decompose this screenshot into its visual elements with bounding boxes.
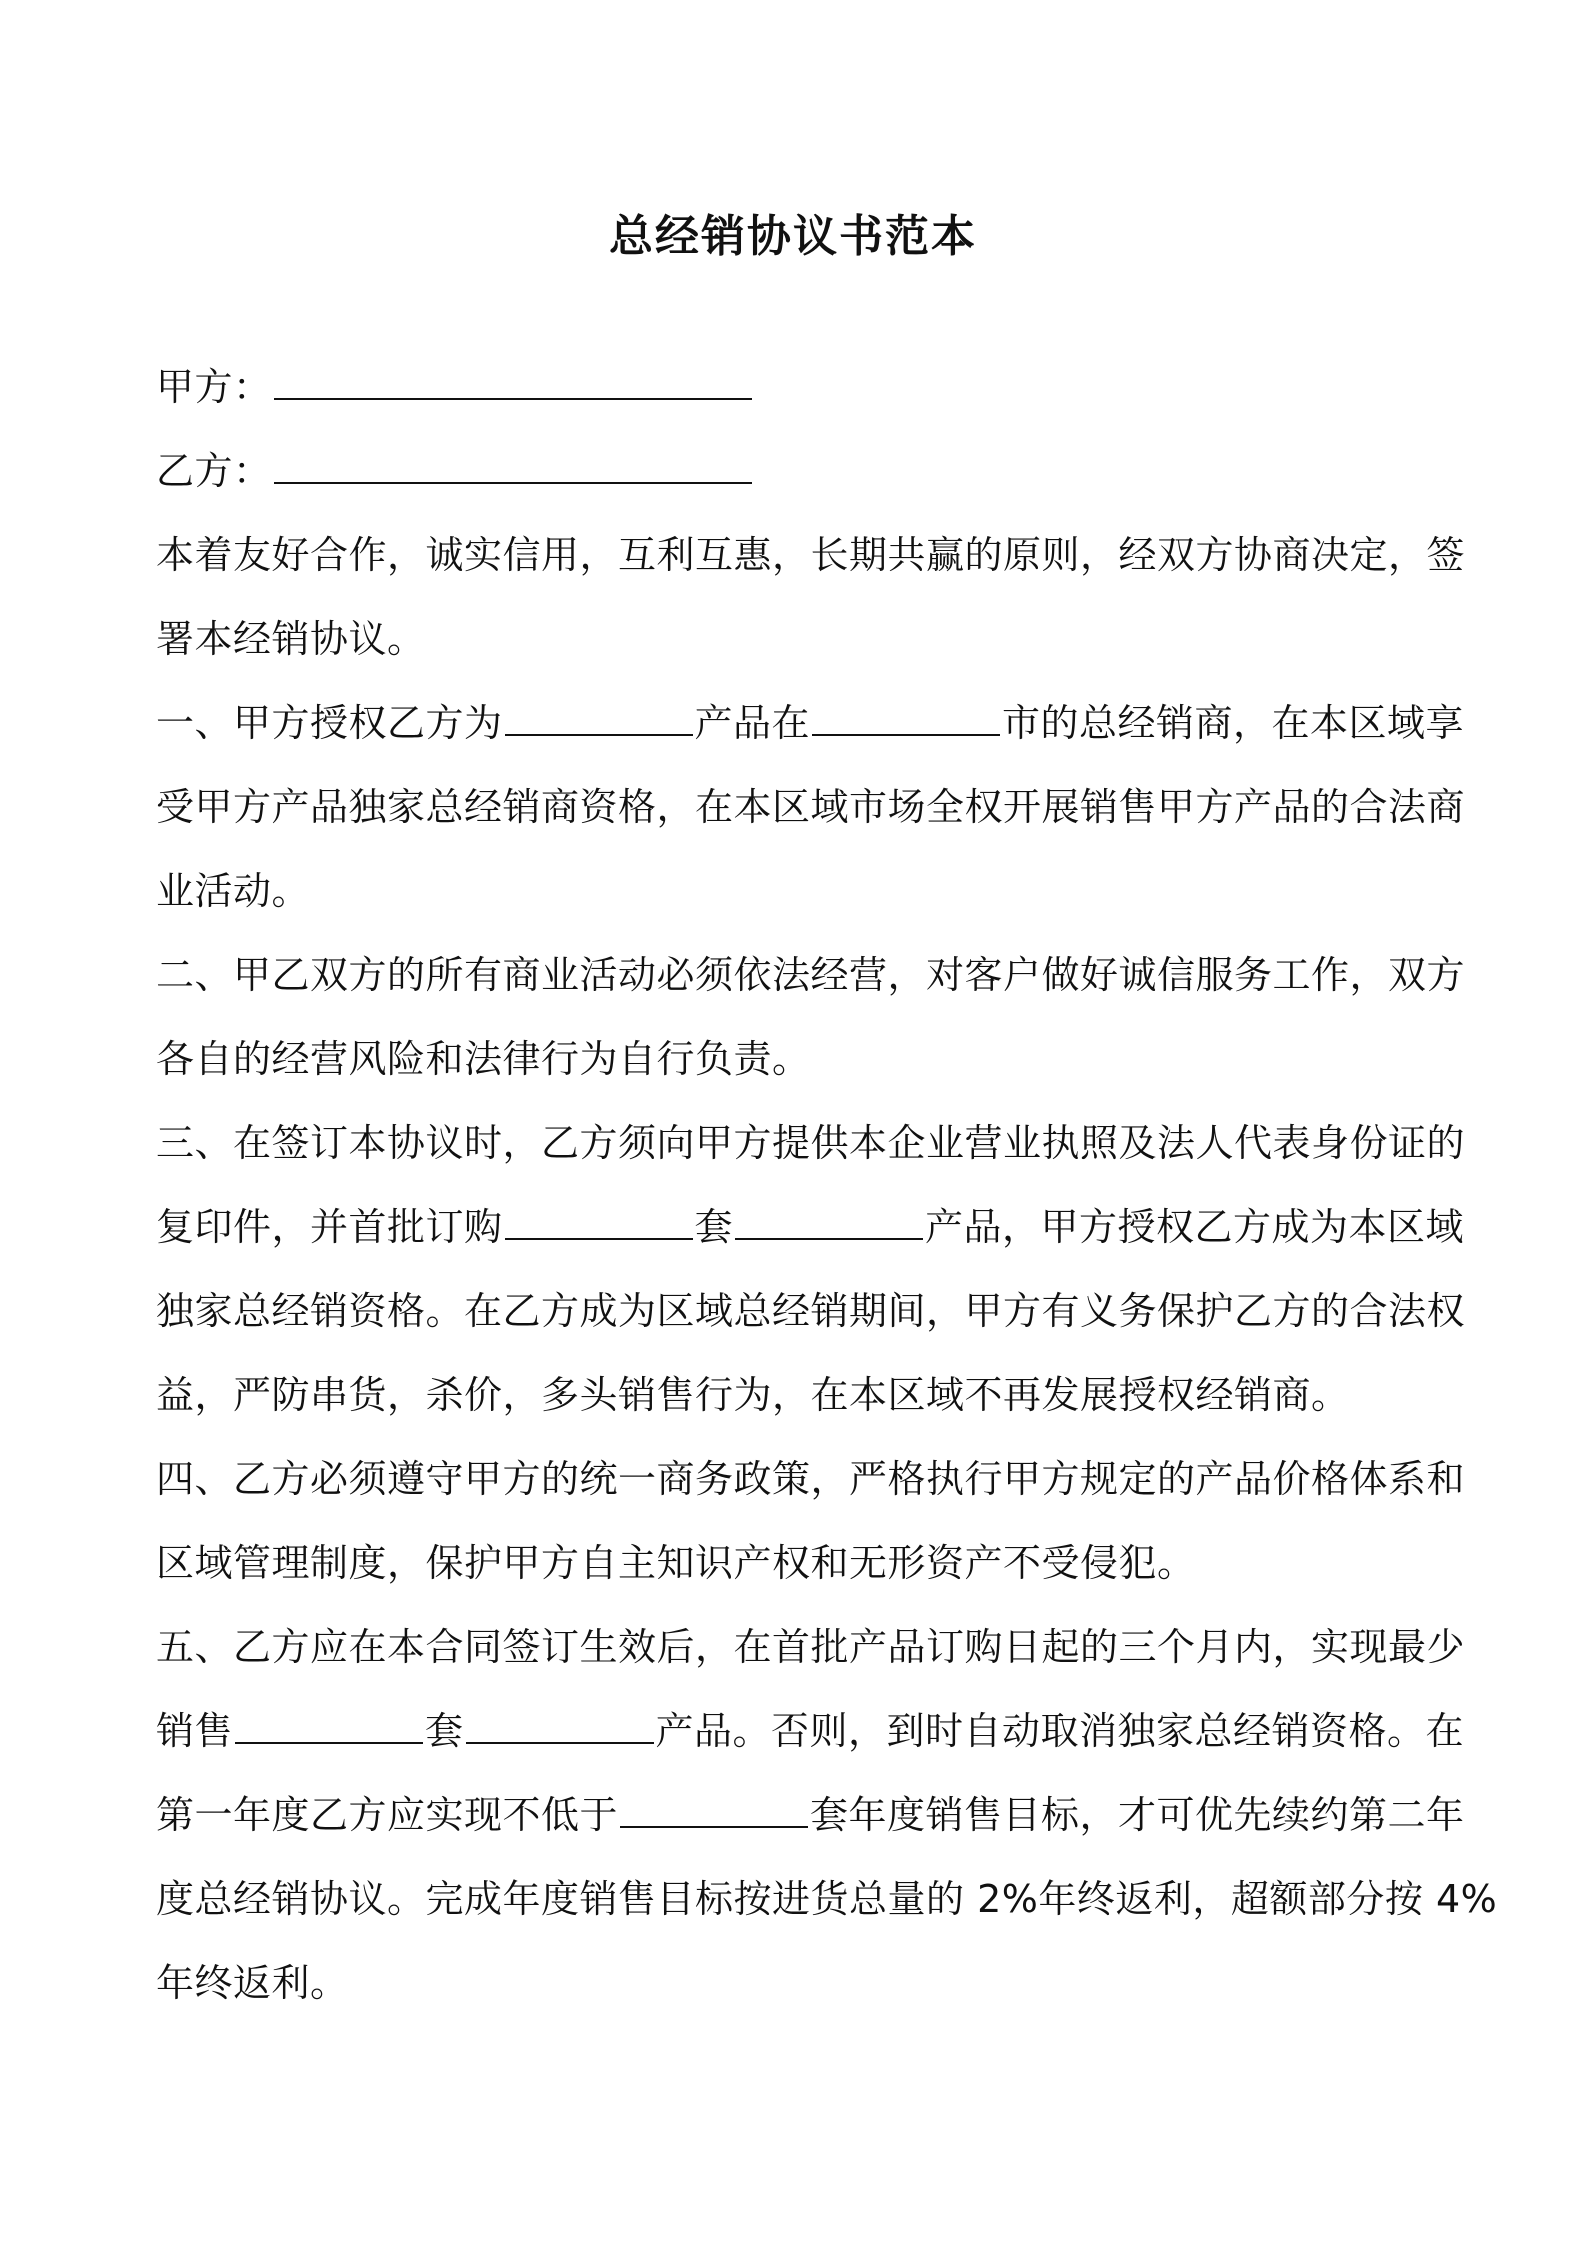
clause5-text-a: 销售 bbox=[156, 1709, 234, 1753]
party-a-label: 甲方： bbox=[156, 365, 272, 409]
clause2-line-2: 各自的经营风险和法律行为自行负责。 bbox=[156, 1037, 811, 1081]
clause5-line-4: 度总经销协议。完成年度销售目标按进货总量的 2%年终返利，超额部分按 4% bbox=[156, 1877, 1498, 1921]
party-b-line bbox=[156, 429, 1442, 513]
clause1-text-c: 市的总经销商，在本区域享 bbox=[1002, 701, 1465, 745]
clause5-line-3 bbox=[156, 1773, 1465, 1857]
party-a-line bbox=[156, 345, 1442, 429]
clause5-line-1: 五、乙方应在本合同签订生效后，在首批产品订购日起的三个月内，实现最少 bbox=[156, 1625, 1466, 1669]
clause5-text-b: 套 bbox=[425, 1709, 464, 1753]
clause4-line-2: 区域管理制度，保护甲方自主知识产权和无形资产不受侵犯。 bbox=[156, 1541, 1196, 1585]
intro-line-2: 署本经销协议。 bbox=[156, 617, 426, 661]
clause2-line-1: 二、甲乙双方的所有商业活动必须依法经营，对客户做好诚信服务工作，双方 bbox=[156, 953, 1466, 997]
document-body bbox=[156, 345, 1498, 2025]
first-order-qty-blank bbox=[505, 1200, 693, 1240]
city-blank bbox=[812, 696, 1000, 736]
clause1-line-1 bbox=[156, 681, 1465, 765]
clause3-text-b: 套 bbox=[694, 1205, 734, 1249]
clause3-line-4: 益，严防串货，杀价，多头销售行为，在本区域不再发展授权经销商。 bbox=[156, 1373, 1350, 1417]
intro-line-1: 本着友好合作，诚实信用，互利互惠，长期共赢的原则，经双方协商决定，签 bbox=[156, 533, 1466, 577]
clause1-line-2: 受甲方产品独家总经销商资格，在本区域市场全权开展销售甲方产品的合法商 bbox=[156, 785, 1466, 829]
clause1-text-b: 产品在 bbox=[694, 701, 811, 745]
first-order-product-blank bbox=[735, 1200, 923, 1240]
clause3-text-a: 复印件，并首批订购 bbox=[156, 1205, 503, 1249]
product-blank bbox=[505, 696, 693, 736]
min-sales-qty-blank bbox=[235, 1704, 423, 1744]
clause5-line-5: 年终返利。 bbox=[156, 1961, 349, 2005]
party-b-blank bbox=[274, 444, 752, 484]
min-sales-product-blank bbox=[466, 1704, 654, 1744]
clause5-text-d: 第一年度乙方应实现不低于 bbox=[156, 1793, 619, 1837]
clause1-text-a: 一、甲方授权乙方为 bbox=[156, 701, 503, 745]
clause3-line-1: 三、在签订本协议时，乙方须向甲方提供本企业营业执照及法人代表身份证的 bbox=[156, 1121, 1466, 1165]
clause3-line-2 bbox=[156, 1185, 1465, 1269]
party-a-blank bbox=[274, 360, 752, 400]
clause5-line-2 bbox=[156, 1689, 1465, 1773]
clause1-line-3: 业活动。 bbox=[156, 869, 311, 913]
clause5-text-c: 产品。否则，到时自动取消独家总经销资格。在 bbox=[655, 1709, 1465, 1753]
clause3-line-3: 独家总经销资格。在乙方成为区域总经销期间，甲方有义务保护乙方的合法权 bbox=[156, 1289, 1466, 1333]
clause4-line-1: 四、乙方必须遵守甲方的统一商务政策，严格执行甲方规定的产品价格体系和 bbox=[156, 1457, 1466, 1501]
annual-target-blank bbox=[620, 1788, 808, 1828]
party-b-label: 乙方： bbox=[156, 449, 272, 493]
document-title: 总经销协议书范本 bbox=[609, 211, 977, 262]
clause3-text-c: 产品，甲方授权乙方成为本区域 bbox=[925, 1205, 1465, 1249]
clause5-text-e: 套年度销售目标，才可优先续约第二年 bbox=[810, 1793, 1465, 1837]
